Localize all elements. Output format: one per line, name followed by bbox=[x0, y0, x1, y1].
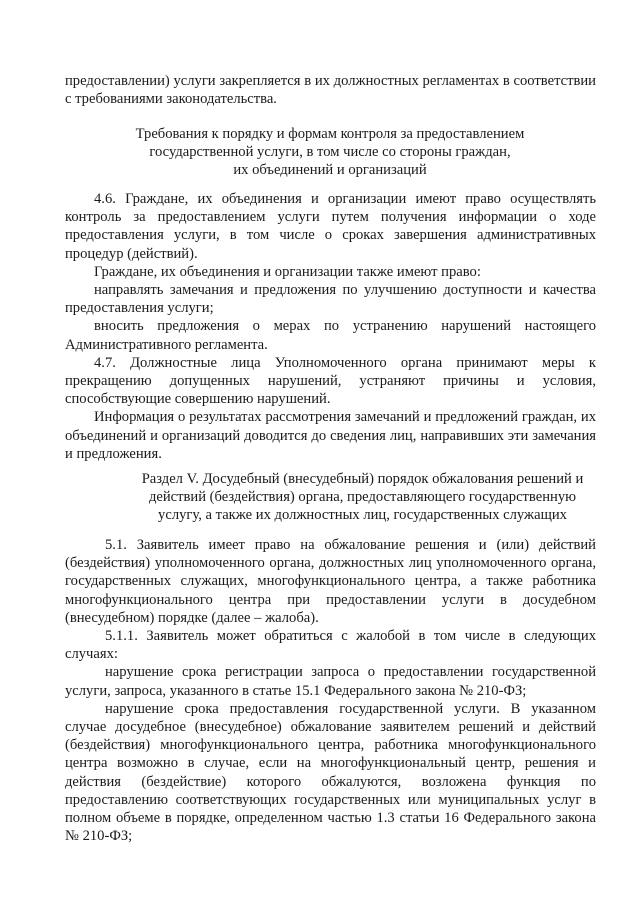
paragraph-violation-registration: нарушение срока регистрации запроса о предоставлении государственной услуги, запроса, указанного в статье 15.1 Федерального закона № 210-ФЗ; bbox=[65, 664, 596, 699]
paragraph-4-7: 4.7. Должностные лица Уполномоченного органа принимают меры к прекращению допущенных нарушений, устраняют причины и условия, способствующие совершению нарушений. bbox=[65, 354, 596, 408]
paragraph-propose-measures: вносить предложения о мерах по устранению нарушений настоящего Административного регламента. bbox=[65, 318, 596, 353]
paragraph-violation-term: нарушение срока предоставления государственной услуги. В указанном случае досудебное (внесудебное) обжалование заявителем решений и действий (бездействия) многофункционального центра, работника многофункционального центра возможно в случае, если на многофункциональный центр, решения и действия (бездействие) которого обжалуются, возложена функция по предоставлению соответствующих государственных или муниципальных услуг в полном объеме в порядке, определенном частью 1.3 статьи 16 Федерального закона № 210-ФЗ; bbox=[65, 700, 596, 845]
heading-section-5 bbox=[120, 470, 605, 525]
opening-block bbox=[65, 72, 596, 108]
paragraph-results-info: Информация о результатах рассмотрения замечаний и предложений граждан, их объединений и организаций доводится до сведения лиц, направивших эти замечания и предложения. bbox=[65, 409, 596, 462]
heading-control-line-1: Требования к порядку и формам контроля за предоставлением bbox=[135, 126, 525, 142]
section-4-block bbox=[65, 190, 596, 463]
paragraph-rights: Граждане, их объединения и организации также имеют право: bbox=[94, 263, 481, 280]
heading-control-line-3: их объединений и организаций bbox=[233, 162, 427, 179]
paragraph-4-6: 4.6. Граждане, их объединения и организации имеют право осуществлять контроль за предоставлением услуги путем получения информации о ходе предоставления услуги, в том числе о сроках завершения административных процедур (действий). bbox=[65, 191, 596, 262]
heading-section-5-line-3: услугу, а также их должностных лиц, государственных служащих bbox=[158, 507, 567, 524]
paragraph-send-remarks: направлять замечания и предложения по улучшению доступности и качества предоставления услуги; bbox=[65, 282, 596, 317]
heading-section-5-line-1: Раздел V. Досудебный (внесудебный) порядок обжалования решений и bbox=[141, 471, 584, 487]
opening-paragraph: предоставлении) услуги закрепляется в их должностных регламентах в соответствии с требованиями законодательства. bbox=[65, 73, 596, 108]
heading-control-line-2: государственной услуги, в том числе со стороны граждан, bbox=[149, 144, 511, 161]
section-5-block bbox=[65, 536, 596, 845]
heading-control bbox=[120, 125, 540, 180]
heading-section-5-line-2: действий (бездействия) органа, предоставляющего государственную bbox=[148, 489, 577, 506]
paragraph-5-1: 5.1. Заявитель имеет право на обжалование решения и (или) действий (бездействия) уполномоченного органа, должностных лиц уполномоченного органа, государственных служащих, многофункционального центра, а также работника многофункционального центра при предоставлении услуги в досудебном (внесудебном) порядке (далее – жалоба). bbox=[65, 537, 596, 626]
paragraph-5-1-1: 5.1.1. Заявитель может обратиться с жалобой в том числе в следующих случаях: bbox=[65, 628, 596, 663]
